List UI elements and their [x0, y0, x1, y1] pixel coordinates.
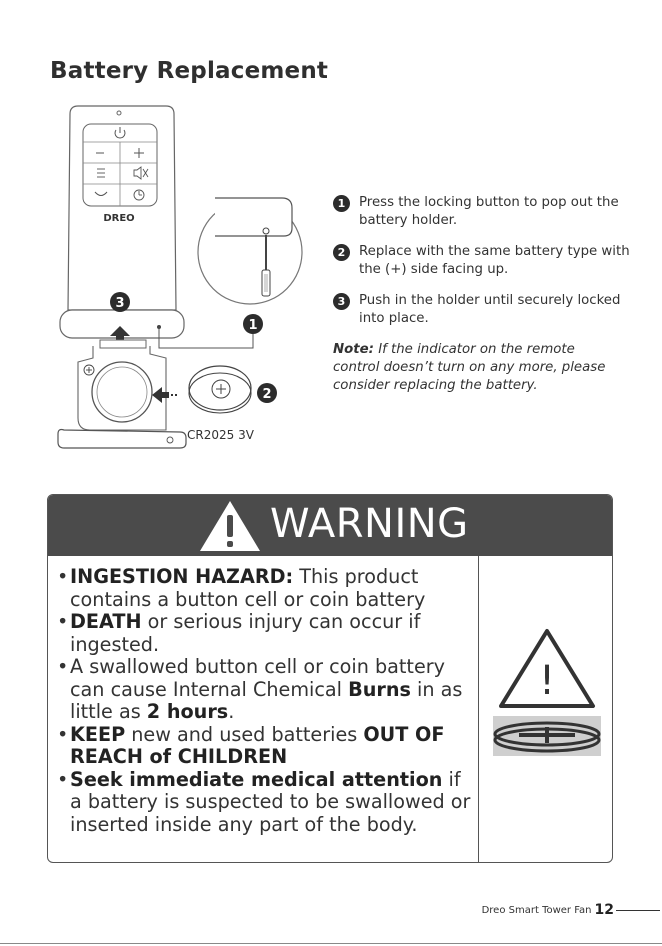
hazard-symbol: ! [538, 658, 556, 704]
note-label: Note: [333, 342, 374, 357]
battery-label: CR2025 3V [187, 428, 254, 442]
step-number: 1 [333, 195, 350, 212]
callout-3: 3 [115, 296, 125, 311]
warning-item: • DEATH or serious injury can occur if ingested. [57, 610, 421, 656]
remote-logo: DREO [103, 213, 135, 224]
warning-item: • KEEP new and used batteries OUT OF REACH of CHILDREN [57, 722, 445, 768]
step-text: Push in the holder until securely locked into place. [359, 293, 621, 326]
step-1 [333, 194, 633, 230]
warning-heading: WARNING [270, 501, 469, 547]
step-number: 2 [333, 244, 350, 261]
step-text: Press the locking button to pop out the battery holder. [359, 195, 619, 228]
warning-box [47, 494, 613, 863]
warning-item: • Seek immediate medical attention if a battery is suspected to be swallowed or inserted inside any part of the body. [57, 767, 471, 836]
warning-side-panel [479, 556, 612, 862]
step-text: Replace with the same battery type with the (+) side facing up. [359, 244, 630, 277]
coin-battery [189, 366, 251, 413]
warning-triangle-icon [198, 499, 262, 553]
warning-header [48, 495, 612, 556]
page-number: 12 [594, 902, 614, 918]
warning-item: • A swallowed button cell or coin battery can cause Internal Chemical Burns in as little as 2 hours. [57, 655, 463, 723]
battery-illustration [40, 100, 340, 460]
footer-line [616, 910, 660, 911]
warning-item: • INGESTION HAZARD: This product contains a button cell or coin battery [57, 565, 426, 611]
coin-battery-hazard-icon [479, 556, 612, 862]
page-title: Battery Replacement [50, 58, 329, 84]
note [333, 341, 613, 395]
callout-1: 1 [248, 318, 258, 333]
step-number: 3 [333, 293, 350, 310]
bottom-divider [0, 943, 662, 944]
warning-body [48, 556, 479, 862]
step-2 [333, 243, 633, 279]
callout-2: 2 [262, 387, 272, 402]
footer-text: Dreo Smart Tower Fan [481, 904, 592, 916]
page-footer [482, 902, 660, 918]
note-text: If the indicator on the remote control doesn’t turn on any more, please consider replacing the battery. [333, 342, 606, 393]
instructions [333, 194, 633, 395]
step-3 [333, 292, 633, 328]
